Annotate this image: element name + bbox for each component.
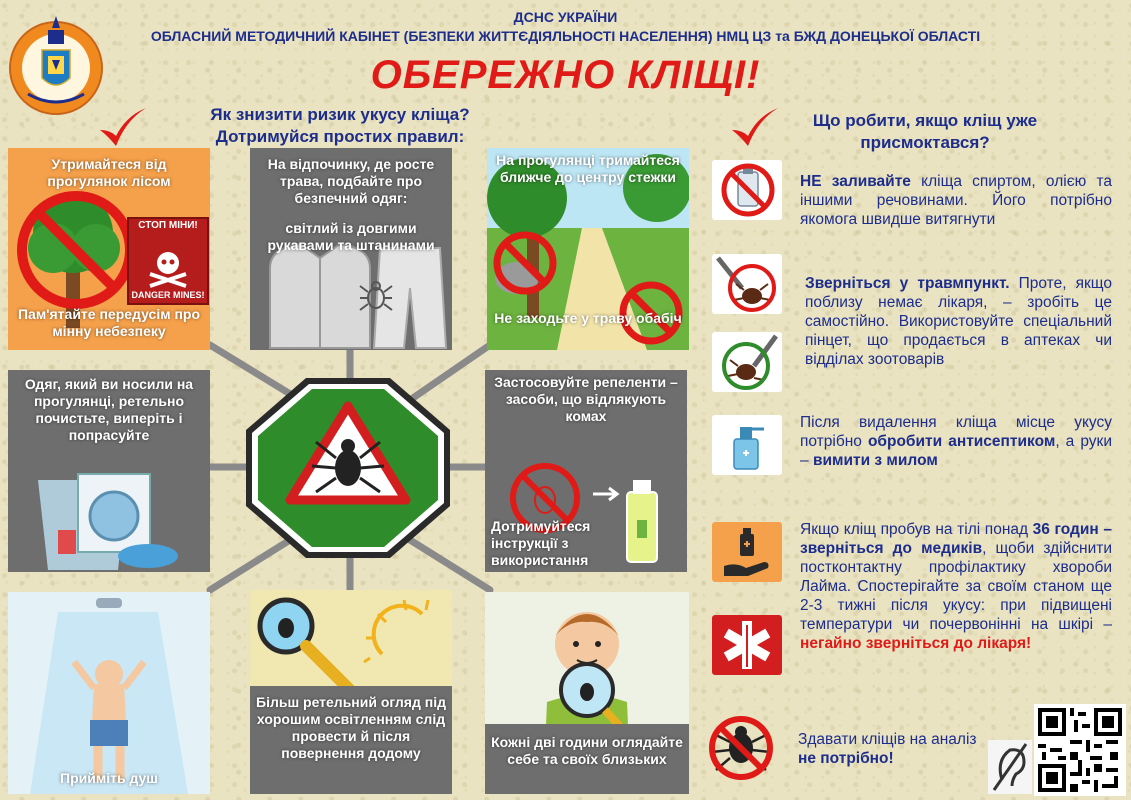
tile-forest-bottom: Пам'ятайте передусім про мінну небезпеку	[17, 306, 201, 339]
item-no-alcohol-rest: кліща спиртом, олією та іншими речовинами. Його потрібно якомога швидше витягнути	[800, 173, 1112, 228]
item-doctor-b: 36 годин – зверніться до медиків	[800, 521, 1113, 557]
no-alcohol-icon	[712, 160, 782, 220]
item-analysis-b: не потрібно!	[798, 750, 894, 767]
item-doctor-d: негайно зверніться до лікаря!	[800, 635, 1032, 652]
tile-shower	[8, 592, 210, 794]
left-heading-line2: Дотримуйся простих правил:	[215, 127, 465, 146]
item-antiseptic-b: обробити антисептиком	[867, 433, 1056, 450]
item-antiseptic-d: вимити з милом	[812, 452, 938, 469]
tile-repellent-bottom: Дотримуйтеся інструкції з використання	[491, 518, 591, 568]
tile-clothes-mid: світлий із довгими рукавами та штанинами	[267, 220, 435, 253]
item-doctor-c: , щоби здійснити постконтактну профілактику хвороби Лайма. Спостерігайте за своїм станом ще 2-3 тижні після укусу: при підвищені температури чи почервонінні на шкірі –	[800, 540, 1112, 633]
qr-code[interactable]	[1034, 704, 1126, 796]
ear-icon	[988, 740, 1032, 794]
tile-inspect-light-text: Більш ретельний огляд під хорошим освітленням слід провести й після повернення додому	[256, 694, 446, 761]
tile-clothes-top: На відпочинку, де росте трава, подбайте про безпечний одяг:	[267, 156, 435, 206]
item-doctor-a: Якщо кліщ пробув на тілі понад	[800, 521, 1033, 538]
tile-path-bottom: Не заходьте у траву обабіч	[494, 310, 682, 326]
tile-clothes	[250, 148, 452, 350]
item-antiseptic-c: , а руки –	[800, 433, 1112, 469]
skull-icon	[146, 248, 190, 288]
right-heading-line1: Що робити, якщо кліщ уже	[812, 111, 1038, 130]
org-title: ДСНС УКРАЇНИ	[513, 9, 618, 25]
tile-path	[487, 148, 689, 350]
tile-forest	[8, 148, 210, 350]
org-subtitle: ОБЛАСНИЙ МЕТОДИЧНИЙ КАБІНЕТ (БЕЗПЕКИ ЖИТТЄДІЯЛЬНОСТІ НАСЕЛЕННЯ) НМЦ ЦЗ та БЖД ДОНЕЦЬКОЇ ОБЛАСТІ	[150, 28, 981, 44]
item-analysis-a: Здавати кліщів на аналіз	[798, 731, 977, 748]
medical-star-icon	[712, 615, 782, 675]
right-heading	[760, 110, 1090, 154]
antiseptic-icon	[712, 415, 782, 475]
right-heading-line2: присмоктався?	[860, 133, 990, 152]
tile-path-top: На прогулянці тримайтеся ближче до центру стежки	[496, 152, 680, 185]
no-tick-icon	[706, 712, 776, 782]
item-trauma	[805, 274, 1112, 369]
shower-icon	[8, 592, 210, 794]
sign-text-stop: СТОП МІНИ!	[138, 220, 198, 231]
item-doctor	[800, 520, 1112, 653]
tile-inspect-light	[250, 590, 452, 794]
sun-icon	[362, 594, 432, 664]
tile-repellent	[485, 370, 687, 572]
item-analysis	[798, 730, 998, 768]
hand-aid-icon	[712, 522, 782, 582]
tile-laundry-text: Одяг, який ви носили на прогулянці, ретельно почистьте, виперіть і попрасуйте	[24, 376, 194, 443]
tick-icon	[358, 278, 394, 314]
item-no-alcohol-bold: НЕ заливайте	[800, 173, 911, 190]
main-title: ОБЕРЕЖНО КЛІЩІ!	[370, 53, 761, 97]
item-antiseptic	[800, 413, 1112, 470]
tile-repellent-top: Застосовуйте репеленти – засоби, що відлякують комах	[494, 374, 678, 424]
tick-warning-sign-icon	[246, 378, 450, 558]
sign-text-danger: DANGER MINES!	[131, 290, 205, 300]
tile-shower-text: Прийміть душ	[60, 770, 158, 786]
tweezers-icon	[712, 332, 782, 392]
item-antiseptic-a: Після видалення кліща місце укусу потрібно	[800, 414, 1112, 450]
tweezers-icon	[712, 254, 782, 314]
tile-laundry	[8, 370, 210, 572]
left-heading-line1: Як знизити ризик укусу кліща?	[210, 105, 470, 124]
tile-forest-top: Утримайтеся від прогулянок лісом	[47, 156, 171, 189]
item-no-alcohol	[800, 172, 1112, 229]
item-trauma-rest: Проте, якщо поблизу немає лікаря, – зробіть це самостійно. Використовуйте спеціальний пінцет, що продається в аптеках чи відділах зоотоварів	[805, 275, 1112, 368]
item-trauma-bold: Зверніться у травмпункт.	[805, 275, 1010, 292]
tile-inspect-two-hours	[485, 592, 689, 794]
tile-inspect-two-hours-text: Кожні дві години оглядайте себе та своїх близьких	[491, 734, 683, 767]
